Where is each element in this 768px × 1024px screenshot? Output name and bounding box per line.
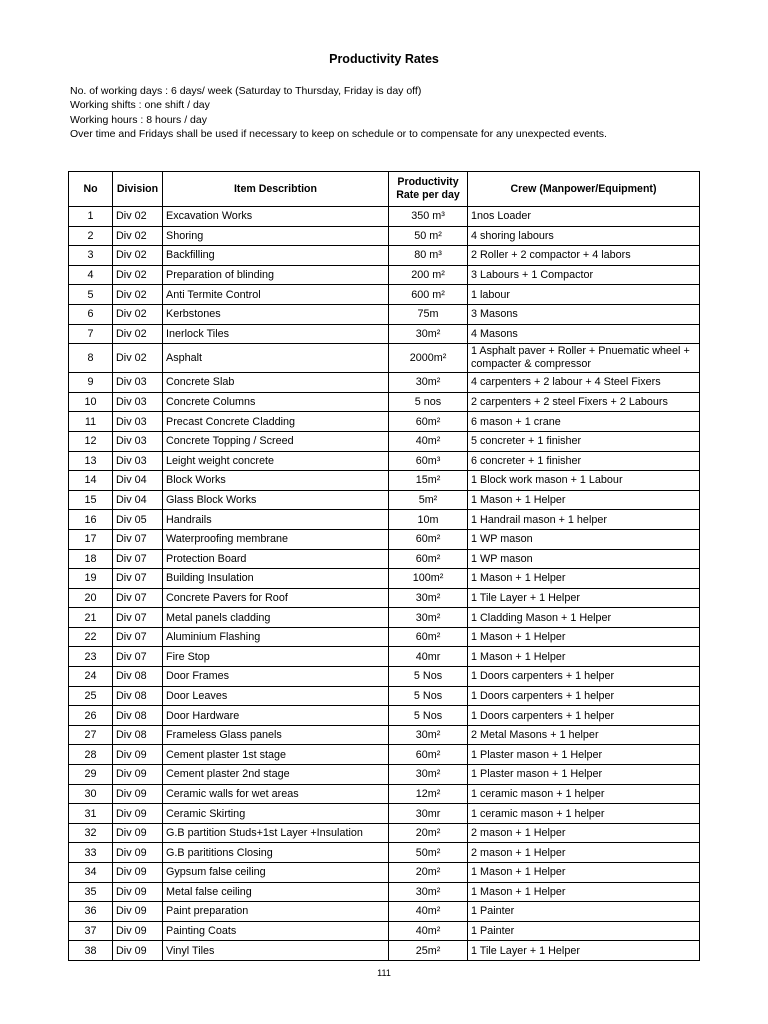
cell-division: Div 07 [113, 569, 163, 589]
cell-item: Handrails [163, 510, 389, 530]
cell-no: 25 [69, 686, 113, 706]
table-row [69, 725, 700, 745]
cell-item: Aluminium Flashing [163, 627, 389, 647]
cell-item: Door Hardware [163, 706, 389, 726]
table-row [69, 784, 700, 804]
cell-crew: 1 Mason + 1 Helper [468, 569, 700, 589]
cell-crew: 1 Plaster mason + 1 Helper [468, 745, 700, 765]
cell-crew: 3 Masons [468, 304, 700, 324]
table-body [69, 207, 700, 961]
table-row [69, 941, 700, 961]
cell-rate: 5 Nos [389, 667, 468, 687]
cell-rate: 30m² [389, 608, 468, 628]
cell-rate: 20m² [389, 863, 468, 883]
cell-no: 18 [69, 549, 113, 569]
cell-rate: 30m² [389, 725, 468, 745]
cell-rate: 350 m³ [389, 207, 468, 227]
cell-no: 28 [69, 745, 113, 765]
cell-crew: 1 Mason + 1 Helper [468, 647, 700, 667]
cell-division: Div 07 [113, 608, 163, 628]
cell-crew: 1 ceramic mason + 1 helper [468, 804, 700, 824]
cell-division: Div 08 [113, 725, 163, 745]
cell-division: Div 09 [113, 882, 163, 902]
cell-crew: 1 Mason + 1 Helper [468, 627, 700, 647]
note-overtime: Over time and Fridays shall be used if necessary to keep on schedule or to compensate for any unexpected events. [70, 128, 607, 141]
cell-item: Precast Concrete Cladding [163, 412, 389, 432]
cell-rate: 40m² [389, 921, 468, 941]
table-row [69, 647, 700, 667]
cell-division: Div 04 [113, 490, 163, 510]
cell-rate: 60m³ [389, 451, 468, 471]
cell-item: Asphalt [163, 344, 389, 373]
cell-division: Div 02 [113, 344, 163, 373]
table-row [69, 285, 700, 305]
cell-no: 14 [69, 471, 113, 491]
cell-item: Anti Termite Control [163, 285, 389, 305]
table-row [69, 226, 700, 246]
cell-rate: 60m² [389, 529, 468, 549]
cell-no: 13 [69, 451, 113, 471]
cell-division: Div 07 [113, 588, 163, 608]
cell-division: Div 03 [113, 451, 163, 471]
table-row [69, 765, 700, 785]
header-no: No [69, 172, 113, 207]
cell-no: 31 [69, 804, 113, 824]
cell-rate: 30m² [389, 588, 468, 608]
cell-no: 21 [69, 608, 113, 628]
table-row [69, 823, 700, 843]
cell-crew: 1 labour [468, 285, 700, 305]
cell-item: Concrete Pavers for Roof [163, 588, 389, 608]
cell-division: Div 08 [113, 667, 163, 687]
cell-no: 7 [69, 324, 113, 344]
cell-division: Div 09 [113, 804, 163, 824]
cell-rate: 5 Nos [389, 686, 468, 706]
cell-item: G.B partition Studs+1st Layer +Insulation [163, 823, 389, 843]
cell-crew: 2 Metal Masons + 1 helper [468, 725, 700, 745]
cell-crew: 4 carpenters + 2 labour + 4 Steel Fixers [468, 373, 700, 393]
table-row [69, 804, 700, 824]
cell-crew: 6 concreter + 1 finisher [468, 451, 700, 471]
cell-rate: 30m² [389, 373, 468, 393]
cell-rate: 75m [389, 304, 468, 324]
cell-rate: 20m² [389, 823, 468, 843]
table-row [69, 471, 700, 491]
cell-item: Backfilling [163, 246, 389, 266]
cell-division: Div 07 [113, 627, 163, 647]
cell-item: Fire Stop [163, 647, 389, 667]
cell-item: Block Works [163, 471, 389, 491]
cell-rate: 40mr [389, 647, 468, 667]
cell-no: 23 [69, 647, 113, 667]
note-working-days: No. of working days : 6 days/ week (Saturday to Thursday, Friday is day off) [70, 85, 422, 97]
cell-no: 24 [69, 667, 113, 687]
cell-division: Div 09 [113, 745, 163, 765]
cell-division: Div 09 [113, 902, 163, 922]
cell-rate: 60m² [389, 745, 468, 765]
cell-division: Div 02 [113, 207, 163, 227]
table-row [69, 902, 700, 922]
notes-block [70, 84, 750, 142]
cell-crew: 2 mason + 1 Helper [468, 823, 700, 843]
cell-crew: 1 WP mason [468, 529, 700, 549]
table-row [69, 246, 700, 266]
table-row [69, 608, 700, 628]
cell-division: Div 08 [113, 706, 163, 726]
cell-division: Div 09 [113, 863, 163, 883]
cell-no: 12 [69, 431, 113, 451]
cell-no: 20 [69, 588, 113, 608]
cell-division: Div 08 [113, 686, 163, 706]
cell-crew: 3 Labours + 1 Compactor [468, 265, 700, 285]
table-row [69, 431, 700, 451]
cell-no: 4 [69, 265, 113, 285]
cell-item: Paint preparation [163, 902, 389, 922]
cell-rate: 5m² [389, 490, 468, 510]
cell-no: 6 [69, 304, 113, 324]
cell-item: Waterproofing membrane [163, 529, 389, 549]
cell-item: Protection Board [163, 549, 389, 569]
cell-rate: 30m² [389, 882, 468, 902]
cell-item: Ceramic walls for wet areas [163, 784, 389, 804]
table-row [69, 265, 700, 285]
cell-item: Concrete Slab [163, 373, 389, 393]
cell-crew: 1 Mason + 1 Helper [468, 863, 700, 883]
table-row [69, 745, 700, 765]
cell-crew: 1 Doors carpenters + 1 helper [468, 706, 700, 726]
cell-division: Div 07 [113, 529, 163, 549]
cell-crew: 1 Tile Layer + 1 Helper [468, 588, 700, 608]
header-rate: Productivity Rate per day [389, 172, 468, 207]
cell-division: Div 07 [113, 647, 163, 667]
cell-rate: 60m² [389, 549, 468, 569]
cell-division: Div 09 [113, 941, 163, 961]
note-working-hours: Working hours : 8 hours / day [70, 113, 207, 126]
table-row [69, 207, 700, 227]
cell-no: 37 [69, 921, 113, 941]
cell-rate: 100m² [389, 569, 468, 589]
table-row [69, 627, 700, 647]
cell-item: Glass Block Works [163, 490, 389, 510]
cell-no: 29 [69, 765, 113, 785]
cell-item: Door Frames [163, 667, 389, 687]
cell-division: Div 03 [113, 412, 163, 432]
cell-no: 3 [69, 246, 113, 266]
cell-item: Leight weight concrete [163, 451, 389, 471]
table-row [69, 882, 700, 902]
cell-item: Door Leaves [163, 686, 389, 706]
cell-rate: 10m [389, 510, 468, 530]
cell-rate: 30mr [389, 804, 468, 824]
cell-no: 26 [69, 706, 113, 726]
cell-no: 11 [69, 412, 113, 432]
cell-division: Div 09 [113, 784, 163, 804]
table-row [69, 843, 700, 863]
cell-crew: 1nos Loader [468, 207, 700, 227]
cell-item: Concrete Topping / Screed [163, 431, 389, 451]
cell-no: 32 [69, 823, 113, 843]
cell-no: 38 [69, 941, 113, 961]
cell-no: 5 [69, 285, 113, 305]
header-division: Division [113, 172, 163, 207]
cell-crew: 6 mason + 1 crane [468, 412, 700, 432]
cell-item: Kerbstones [163, 304, 389, 324]
table-row [69, 529, 700, 549]
cell-rate: 600 m² [389, 285, 468, 305]
cell-no: 30 [69, 784, 113, 804]
cell-item: Excavation Works [163, 207, 389, 227]
cell-crew: 1 Tile Layer + 1 Helper [468, 941, 700, 961]
cell-division: Div 02 [113, 226, 163, 246]
cell-no: 8 [69, 344, 113, 373]
cell-no: 9 [69, 373, 113, 393]
table-row [69, 588, 700, 608]
cell-no: 17 [69, 529, 113, 549]
cell-rate: 15m² [389, 471, 468, 491]
productivity-table [68, 171, 700, 961]
cell-item: Gypsum false ceiling [163, 863, 389, 883]
cell-item: Frameless Glass panels [163, 725, 389, 745]
page-number: 111 [377, 968, 391, 978]
cell-crew: 1 ceramic mason + 1 helper [468, 784, 700, 804]
cell-division: Div 03 [113, 431, 163, 451]
cell-rate: 40m² [389, 902, 468, 922]
cell-crew: 2 Roller + 2 compactor + 4 labors [468, 246, 700, 266]
cell-crew: 1 WP mason [468, 549, 700, 569]
cell-rate: 50 m² [389, 226, 468, 246]
cell-item: Painting Coats [163, 921, 389, 941]
cell-crew: 1 Cladding Mason + 1 Helper [468, 608, 700, 628]
cell-rate: 60m² [389, 412, 468, 432]
cell-division: Div 03 [113, 392, 163, 412]
cell-crew: 1 Block work mason + 1 Labour [468, 471, 700, 491]
cell-item: Metal false ceiling [163, 882, 389, 902]
cell-division: Div 02 [113, 265, 163, 285]
header-item: Item Describtion [163, 172, 389, 207]
cell-division: Div 09 [113, 823, 163, 843]
cell-item: Cement plaster 2nd stage [163, 765, 389, 785]
cell-crew: 1 Doors carpenters + 1 helper [468, 667, 700, 687]
cell-no: 22 [69, 627, 113, 647]
table-row [69, 490, 700, 510]
header-crew: Crew (Manpower/Equipment) [468, 172, 700, 207]
cell-item: Vinyl Tiles [163, 941, 389, 961]
cell-rate: 30m² [389, 324, 468, 344]
cell-item: Metal panels cladding [163, 608, 389, 628]
cell-item: Ceramic Skirting [163, 804, 389, 824]
cell-rate: 5 nos [389, 392, 468, 412]
cell-rate: 50m² [389, 843, 468, 863]
cell-item: Shoring [163, 226, 389, 246]
cell-division: Div 07 [113, 549, 163, 569]
table-row [69, 373, 700, 393]
cell-division: Div 02 [113, 285, 163, 305]
cell-division: Div 02 [113, 304, 163, 324]
table-row [69, 686, 700, 706]
cell-crew: 4 Masons [468, 324, 700, 344]
cell-item: Cement plaster 1st stage [163, 745, 389, 765]
table-row [69, 304, 700, 324]
cell-item: Inerlock Tiles [163, 324, 389, 344]
cell-item: G.B parititions Closing [163, 843, 389, 863]
cell-crew: 1 Painter [468, 902, 700, 922]
cell-division: Div 03 [113, 373, 163, 393]
table-row [69, 706, 700, 726]
cell-rate: 40m² [389, 431, 468, 451]
table-row [69, 549, 700, 569]
cell-no: 27 [69, 725, 113, 745]
cell-division: Div 09 [113, 921, 163, 941]
cell-division: Div 02 [113, 324, 163, 344]
cell-rate: 12m² [389, 784, 468, 804]
cell-rate: 200 m² [389, 265, 468, 285]
cell-no: 34 [69, 863, 113, 883]
table-row [69, 569, 700, 589]
table-row [69, 510, 700, 530]
cell-crew: 1 Asphalt paver + Roller + Pnuematic wheel + compacter & compressor [468, 344, 700, 373]
cell-no: 19 [69, 569, 113, 589]
page-title: Productivity Rates [329, 52, 439, 66]
table-row [69, 344, 700, 373]
cell-division: Div 02 [113, 246, 163, 266]
cell-crew: 1 Handrail mason + 1 helper [468, 510, 700, 530]
cell-crew: 4 shoring labours [468, 226, 700, 246]
cell-rate: 60m² [389, 627, 468, 647]
cell-no: 35 [69, 882, 113, 902]
cell-crew: 1 Plaster mason + 1 Helper [468, 765, 700, 785]
table-row [69, 324, 700, 344]
cell-no: 33 [69, 843, 113, 863]
cell-rate: 2000m² [389, 344, 468, 373]
table-row [69, 412, 700, 432]
cell-crew: 5 concreter + 1 finisher [468, 431, 700, 451]
cell-crew: 1 Doors carpenters + 1 helper [468, 686, 700, 706]
cell-no: 1 [69, 207, 113, 227]
cell-rate: 25m² [389, 941, 468, 961]
cell-item: Concrete Columns [163, 392, 389, 412]
cell-item: Preparation of blinding [163, 265, 389, 285]
cell-division: Div 04 [113, 471, 163, 491]
cell-crew: 2 mason + 1 Helper [468, 843, 700, 863]
cell-no: 15 [69, 490, 113, 510]
cell-no: 36 [69, 902, 113, 922]
cell-rate: 5 Nos [389, 706, 468, 726]
note-working-shifts: Working shifts : one shift / day [70, 99, 210, 112]
table-row [69, 451, 700, 471]
cell-crew: 2 carpenters + 2 steel Fixers + 2 Labours [468, 392, 700, 412]
cell-no: 10 [69, 392, 113, 412]
cell-crew: 1 Painter [468, 921, 700, 941]
cell-division: Div 09 [113, 765, 163, 785]
cell-division: Div 09 [113, 843, 163, 863]
table-row [69, 921, 700, 941]
cell-no: 2 [69, 226, 113, 246]
table-row [69, 667, 700, 687]
cell-rate: 30m² [389, 765, 468, 785]
table-row [69, 392, 700, 412]
cell-no: 16 [69, 510, 113, 530]
cell-crew: 1 Mason + 1 Helper [468, 882, 700, 902]
cell-division: Div 05 [113, 510, 163, 530]
table-row [69, 863, 700, 883]
cell-item: Building Insulation [163, 569, 389, 589]
cell-crew: 1 Mason + 1 Helper [468, 490, 700, 510]
table-header-row [69, 172, 700, 207]
cell-rate: 80 m³ [389, 246, 468, 266]
